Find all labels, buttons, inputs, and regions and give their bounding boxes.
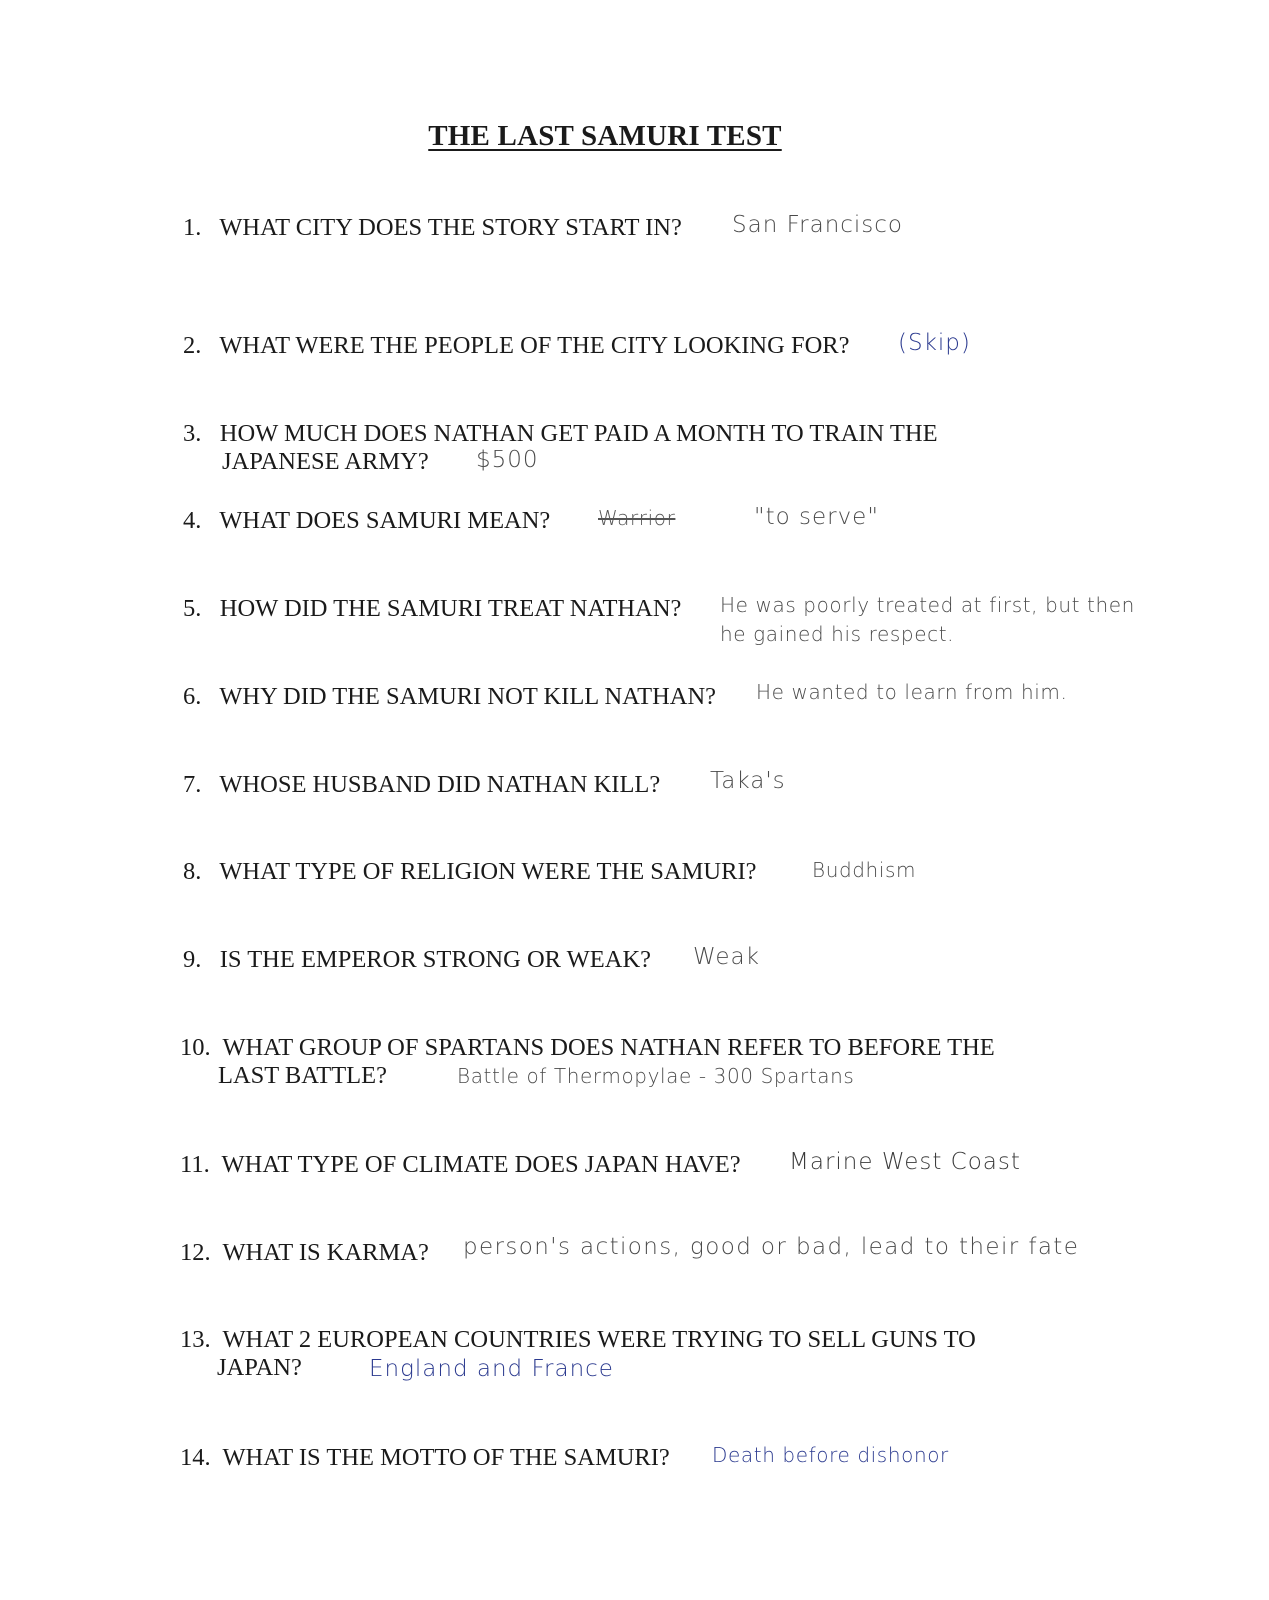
question-8 [183, 857, 756, 886]
question-number: 9. [183, 946, 202, 973]
question-text: WHAT GROUP OF SPARTANS DOES NATHAN REFER TO BEFORE THE [222, 1034, 995, 1061]
question-4 [183, 506, 550, 535]
question-text: WHOSE HUSBAND DID NATHAN KILL? [219, 771, 661, 798]
question-number: 6. [183, 683, 202, 710]
question-text: WHAT DOES SAMURI MEAN? [219, 507, 551, 534]
answer-5-line-1: He was poorly treated at first, but then [720, 593, 1135, 617]
question-text: WHAT WERE THE PEOPLE OF THE CITY LOOKING FOR? [219, 332, 850, 359]
answer-2: (Skip) [898, 330, 971, 356]
question-number: 2. [183, 332, 202, 359]
answer-1: San Francisco [732, 212, 904, 238]
question-14 [180, 1443, 670, 1472]
question-text: WHAT 2 EUROPEAN COUNTRIES WERE TRYING TO SELL GUNS TO [222, 1326, 976, 1353]
question-text: HOW DID THE SAMURI TREAT NATHAN? [219, 595, 682, 622]
question-number: 11. [180, 1151, 210, 1178]
question-3-continued: JAPANESE ARMY? [222, 448, 429, 475]
question-2 [183, 331, 849, 360]
answer-13: England and France [369, 1356, 614, 1382]
question-6 [183, 682, 716, 711]
answer-10: Battle of Thermopylae - 300 Spartans [457, 1064, 855, 1088]
question-number: 12. [180, 1239, 211, 1266]
question-5 [183, 594, 681, 623]
answer-14: Death before dishonor [712, 1443, 949, 1467]
question-10-continued: LAST BATTLE? [218, 1062, 387, 1089]
question-12 [180, 1238, 429, 1267]
answer-11: Marine West Coast [789, 1149, 1021, 1175]
question-13 [180, 1325, 976, 1354]
answer-9: Weak [693, 944, 760, 970]
question-1 [183, 213, 682, 242]
question-text: WHAT TYPE OF RELIGION WERE THE SAMURI? [219, 858, 757, 885]
answer-6: He wanted to learn from him. [756, 680, 1068, 704]
question-text: WHAT CITY DOES THE STORY START IN? [219, 214, 682, 241]
question-text: IS THE EMPEROR STRONG OR WEAK? [219, 946, 652, 973]
question-11 [180, 1150, 741, 1179]
question-number: 8. [183, 858, 202, 885]
question-3 [183, 419, 938, 448]
answer-4: "to serve" [754, 504, 879, 530]
question-number: 10. [180, 1034, 211, 1061]
question-text: WHAT TYPE OF CLIMATE DOES JAPAN HAVE? [221, 1151, 741, 1178]
question-10 [180, 1033, 995, 1062]
question-number: 1. [183, 214, 202, 241]
question-text: HOW MUCH DOES NATHAN GET PAID A MONTH TO TRAIN THE [219, 420, 938, 447]
struck-answer-4: Warrior [598, 506, 676, 530]
page-title: THE LAST SAMURI TEST [428, 120, 782, 152]
question-13-continued: JAPAN? [217, 1354, 302, 1381]
answer-5-line-2: he gained his respect. [720, 622, 955, 646]
question-text: WHY DID THE SAMURI NOT KILL NATHAN? [219, 683, 717, 710]
answer-8: Buddhism [812, 858, 917, 882]
question-7 [183, 770, 660, 799]
answer-7: Taka's [710, 768, 786, 794]
question-number: 13. [180, 1326, 211, 1353]
question-9 [183, 945, 651, 974]
question-number: 7. [183, 771, 202, 798]
question-text: WHAT IS KARMA? [222, 1239, 429, 1266]
answer-12: person's actions, good or bad, lead to their fate [463, 1234, 1080, 1260]
question-number: 5. [183, 595, 202, 622]
question-text: WHAT IS THE MOTTO OF THE SAMURI? [222, 1444, 670, 1471]
question-number: 4. [183, 507, 202, 534]
answer-3: $500 [476, 447, 539, 473]
question-number: 14. [180, 1444, 211, 1471]
question-number: 3. [183, 420, 202, 447]
